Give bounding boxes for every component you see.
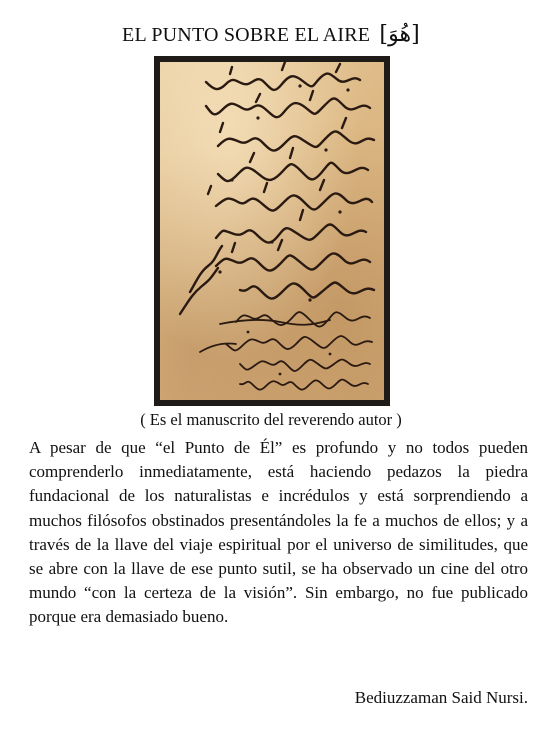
manuscript-image	[154, 56, 390, 406]
author-signature: Bediuzzaman Said Nursi.	[354, 688, 528, 707]
body-paragraph: A pesar de que “el Punto de Él” es profundo y no todos pueden comprenderlo inmediatamente, está haciendo pedazos la piedra fundacional de los naturalistas e incrédulos y está sorprendiendo a muchos filósofos obstinados presentándoles la fe a muchos de ellos; y a través de la llave del viaje espiritual por el universo de similitudes, que se abre con la llave de ese punto sutil, se ha observado un cine del otro mundo “con la certeza de la visión”. Sin embargo, no fue publicado porque era demasiado bueno.	[29, 438, 528, 627]
title-arabic: [هُوَ]	[379, 22, 420, 47]
page-title	[0, 22, 542, 47]
handwriting-illustration	[160, 62, 384, 400]
manuscript-paper	[160, 62, 384, 400]
figure-caption: ( Es el manuscrito del reverendo autor )	[140, 410, 402, 429]
title-text: EL PUNTO SOBRE EL AIRE	[122, 24, 371, 46]
